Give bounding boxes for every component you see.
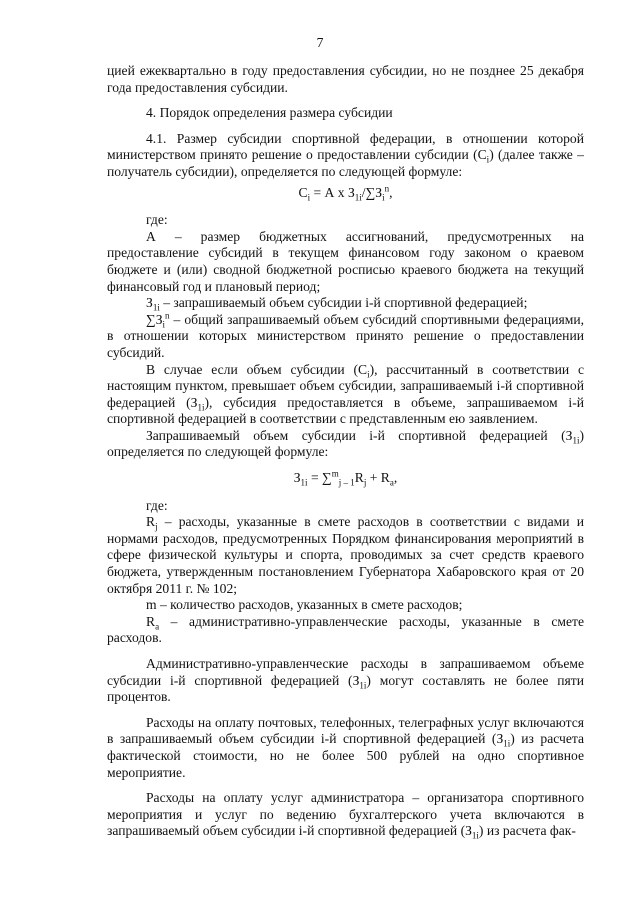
paragraph: Расходы на оплату услуг администратора – организатора спортивного мероприятия и услуг по ведению бухгалтерского учета включаются в запрашиваемый объем субсидии i-й спортивной федерацией $(З_{1i})$ из расчета фак- (107, 790, 584, 842)
paragraph: $\sum З_i^n$ – общий запрашиваемый объем субсидий спортивными федерациями, в отношении которых министерством принято решение о предоставлении субсидий. (107, 310, 584, 360)
formula-subsidy: $С_i = А$ х $З_{1i}/\sum З_i^n$, (298, 183, 393, 203)
paragraph: А – размер бюджетных ассигнований, предусмотренных на предоставление субсидий в текущем финансовом году законом о краевом бюджете и (или) сводной бюджетной росписью краевого бюджета на текущий финансовый год и плановый период; (107, 228, 584, 294)
paragraph: $R_a$ – административно-управленческие расходы, указанные в смете расходов. (107, 613, 584, 646)
formula-requested: $З_{1i} = \sum^m_{j - 1}R_j + R_a$, (293, 468, 398, 488)
paragraph: 4.1. Размер субсидии спортивной федерации, в отношении которой министерством принято решение о предоставлении субсидии $(С_i)$ (далее также – получатель субсидии), определяется по следующей формуле: (107, 130, 584, 179)
paragraph: цией ежеквартально в году предоставления субсидии, но не позднее 25 декабря года предоставления субсидии. (107, 63, 584, 95)
paragraph: В случае если объем субсидии $(С_i)$, рассчитанный в соответствии с настоящим пунктом, превышает объем субсидии, запрашиваемый i-й спортивной федерацией $(З_{1i})$, субсидия предоставляется в объеме, запрашиваемом i-й спортивной федерацией в соответствии с представленным ею заявлением. (107, 361, 584, 427)
paragraph: m – количество расходов, указанных в смете расходов; (146, 597, 463, 613)
paragraph: $R_j$ – расходы, указанные в смете расходов в соответствии с видами и нормами расходов, предусмотренных Порядком финансирования мероприятий в сфере физической культуры и спорта, проводимых за счет средств краевого бюджета, утвержденным постановлением Губернатора Хабаровского края от 20 октября 2011 г. № 102; (107, 514, 584, 596)
paragraph: Административно-управленческие расходы в запрашиваемом объеме субсидии i-й спортивной федерацией $(З_{1i})$ могут составлять не более пяти процентов. (107, 656, 584, 705)
paragraph: Расходы на оплату почтовых, телефонных, телеграфных услуг включаются в запрашиваемый объем субсидии i-й спортивной федерацией $(З_{1i})$ из расчета фактической стоимости, но не более 500 рублей на одно спортивное мероприятие. (107, 714, 585, 780)
page-number: 7 (316, 35, 324, 50)
paragraph: где: (146, 497, 168, 513)
paragraph: $З_{1i}$ – запрашиваемый объем субсидии i-й спортивной федерацией; (146, 295, 528, 313)
paragraph: где: (146, 212, 168, 228)
paragraph: Запрашиваемый объем субсидии i-й спортивной федерацией $(З_{1i})$ определяется по следующей формуле: (107, 427, 584, 460)
document-body (107, 63, 584, 840)
section-heading: 4. Порядок определения размера субсидии (146, 105, 393, 121)
